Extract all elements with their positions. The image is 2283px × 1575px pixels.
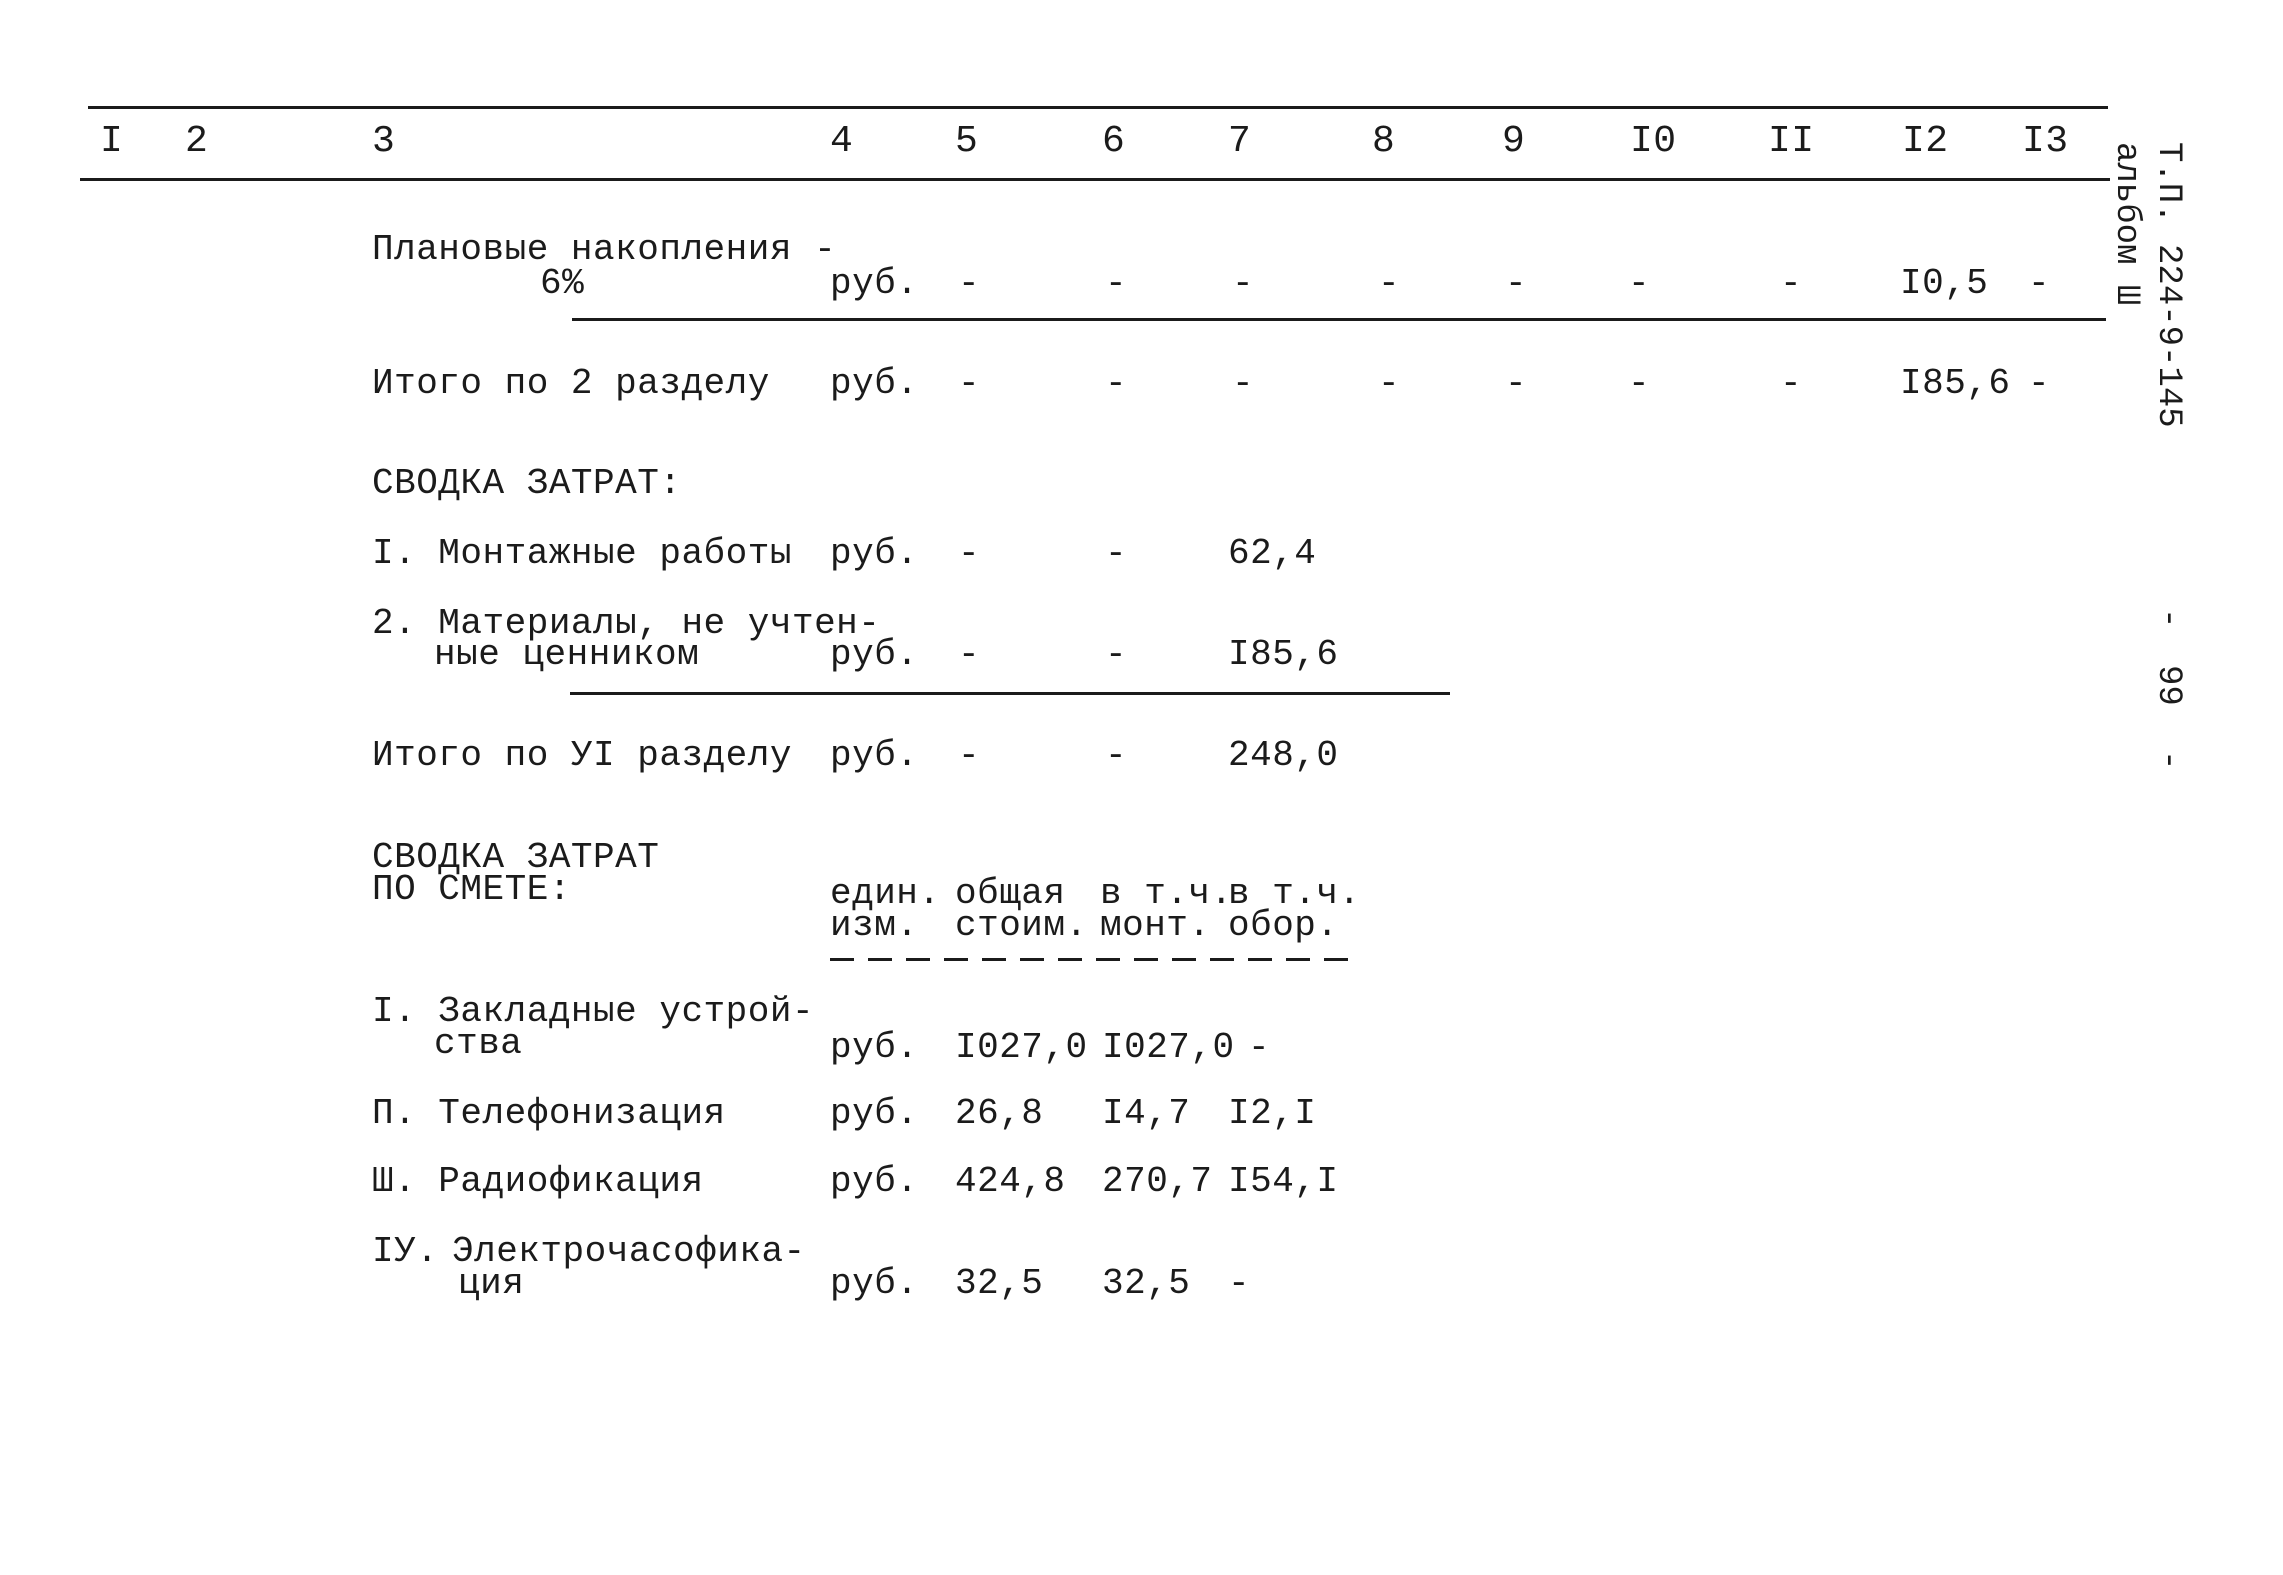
summary-title: СВОДКА ЗАТРАТ: bbox=[372, 463, 682, 504]
estimate-header-dashed-rule bbox=[830, 958, 1360, 961]
total2-c5: - bbox=[958, 363, 981, 404]
clocks-total: 32,5 bbox=[955, 1263, 1044, 1304]
side-album: альбом Ш bbox=[2107, 142, 2145, 306]
planned-c10: - bbox=[1628, 263, 1651, 304]
estimate-header-mont-line1: в т.ч. bbox=[1100, 873, 1233, 914]
estimate-header-mont-line2: монт. bbox=[1100, 905, 1211, 946]
planned-c7: - bbox=[1232, 263, 1255, 304]
materials-c5: - bbox=[958, 634, 981, 675]
clocks-label-line1: Электрочасофика- bbox=[452, 1231, 806, 1272]
total2-c12: I85,6 bbox=[1900, 363, 2011, 404]
estimate-header-unit-line1: един. bbox=[830, 873, 941, 914]
clocks-equip: - bbox=[1228, 1263, 1251, 1304]
materials-label-line1: 2. Материалы, не учтен- bbox=[372, 603, 881, 644]
planned-sum-rule bbox=[572, 318, 2106, 321]
planned-c12: I0,5 bbox=[1900, 263, 1989, 304]
estimate-title-line1: СВОДКА ЗАТРАТ bbox=[372, 837, 660, 878]
side-doc-code: Т.П. 224-9-145 bbox=[2149, 142, 2187, 428]
estimate-title-line2: ПО СМЕТЕ: bbox=[372, 869, 571, 910]
estimate-header-unit-line2: изм. bbox=[830, 905, 919, 946]
col-9-header: 9 bbox=[1502, 120, 1526, 163]
embedded-equip: - bbox=[1248, 1027, 1271, 1068]
col-3-header: 3 bbox=[372, 120, 396, 163]
total6-c5: - bbox=[958, 735, 981, 776]
estimate-header-equip-line2: обор. bbox=[1228, 905, 1339, 946]
col-4-header: 4 bbox=[830, 120, 854, 163]
side-page-number: 99 bbox=[2149, 665, 2187, 706]
radio-equip: I54,I bbox=[1228, 1161, 1339, 1202]
planned-c9: - bbox=[1505, 263, 1528, 304]
planned-c11: - bbox=[1780, 263, 1803, 304]
telephony-unit: руб. bbox=[830, 1093, 919, 1134]
total6-c7: 248,0 bbox=[1228, 735, 1339, 776]
materials-sum-rule bbox=[570, 692, 1450, 695]
install-c6: - bbox=[1105, 533, 1128, 574]
total2-label: Итого по 2 разделу bbox=[372, 363, 770, 404]
planned-label-line2: 6% bbox=[540, 263, 585, 304]
clocks-mont: 32,5 bbox=[1102, 1263, 1191, 1304]
embedded-unit: руб. bbox=[830, 1027, 919, 1068]
col-5-header: 5 bbox=[955, 120, 979, 163]
col-13-header: I3 bbox=[2022, 120, 2069, 163]
clocks-label-num: IУ. bbox=[372, 1231, 439, 1272]
embedded-total: I027,0 bbox=[955, 1027, 1088, 1068]
total2-c7: - bbox=[1232, 363, 1255, 404]
embedded-label-line2: ства bbox=[434, 1023, 523, 1064]
estimate-header-equip-line1: в т.ч. bbox=[1228, 873, 1361, 914]
telephony-label: П. Телефонизация bbox=[372, 1093, 726, 1134]
estimate-header-total-line1: общая bbox=[955, 873, 1066, 914]
telephony-total: 26,8 bbox=[955, 1093, 1044, 1134]
radio-label: Ш. Радиофикация bbox=[372, 1161, 704, 1202]
telephony-equip: I2,I bbox=[1228, 1093, 1317, 1134]
embedded-mont: I027,0 bbox=[1102, 1027, 1235, 1068]
planned-c8: - bbox=[1378, 263, 1401, 304]
planned-unit: руб. bbox=[830, 263, 919, 304]
install-unit: руб. bbox=[830, 533, 919, 574]
total6-unit: руб. bbox=[830, 735, 919, 776]
materials-c6: - bbox=[1105, 634, 1128, 675]
clocks-unit: руб. bbox=[830, 1263, 919, 1304]
total6-label: Итого по УI разделу bbox=[372, 735, 792, 776]
estimate-header-total-line2: стоим. bbox=[955, 905, 1088, 946]
total2-c10: - bbox=[1628, 363, 1651, 404]
install-c7: 62,4 bbox=[1228, 533, 1317, 574]
total2-c6: - bbox=[1105, 363, 1128, 404]
planned-c13: - bbox=[2028, 263, 2051, 304]
install-label: I. Монтажные работы bbox=[372, 533, 792, 574]
header-bottom-rule bbox=[80, 178, 2110, 181]
telephony-mont: I4,7 bbox=[1102, 1093, 1191, 1134]
materials-unit: руб. bbox=[830, 634, 919, 675]
materials-label-line2: ные ценником bbox=[434, 634, 700, 675]
total2-c11: - bbox=[1780, 363, 1803, 404]
radio-mont: 270,7 bbox=[1102, 1161, 1213, 1202]
col-12-header: I2 bbox=[1902, 120, 1949, 163]
total6-c6: - bbox=[1105, 735, 1128, 776]
install-c5: - bbox=[958, 533, 981, 574]
planned-c5: - bbox=[958, 263, 981, 304]
col-10-header: I0 bbox=[1630, 120, 1677, 163]
side-page-mark-top: - bbox=[2149, 608, 2187, 629]
embedded-label-line1: I. Закладные устрой- bbox=[372, 991, 815, 1032]
col-11-header: II bbox=[1768, 120, 1815, 163]
total2-c9: - bbox=[1505, 363, 1528, 404]
materials-c7: I85,6 bbox=[1228, 634, 1339, 675]
col-6-header: 6 bbox=[1102, 120, 1126, 163]
col-7-header: 7 bbox=[1228, 120, 1252, 163]
radio-total: 424,8 bbox=[955, 1161, 1066, 1202]
planned-label-line1: Плановые накопления - bbox=[372, 229, 837, 270]
col-1-header: I bbox=[100, 120, 124, 163]
total2-c8: - bbox=[1378, 363, 1401, 404]
clocks-label-line2: ция bbox=[458, 1263, 525, 1304]
col-8-header: 8 bbox=[1372, 120, 1396, 163]
planned-c6: - bbox=[1105, 263, 1128, 304]
header-top-rule bbox=[88, 106, 2108, 109]
total2-c13: - bbox=[2028, 363, 2051, 404]
col-2-header: 2 bbox=[185, 120, 209, 163]
side-page-mark-bottom: - bbox=[2149, 750, 2187, 771]
radio-unit: руб. bbox=[830, 1161, 919, 1202]
total2-unit: руб. bbox=[830, 363, 919, 404]
